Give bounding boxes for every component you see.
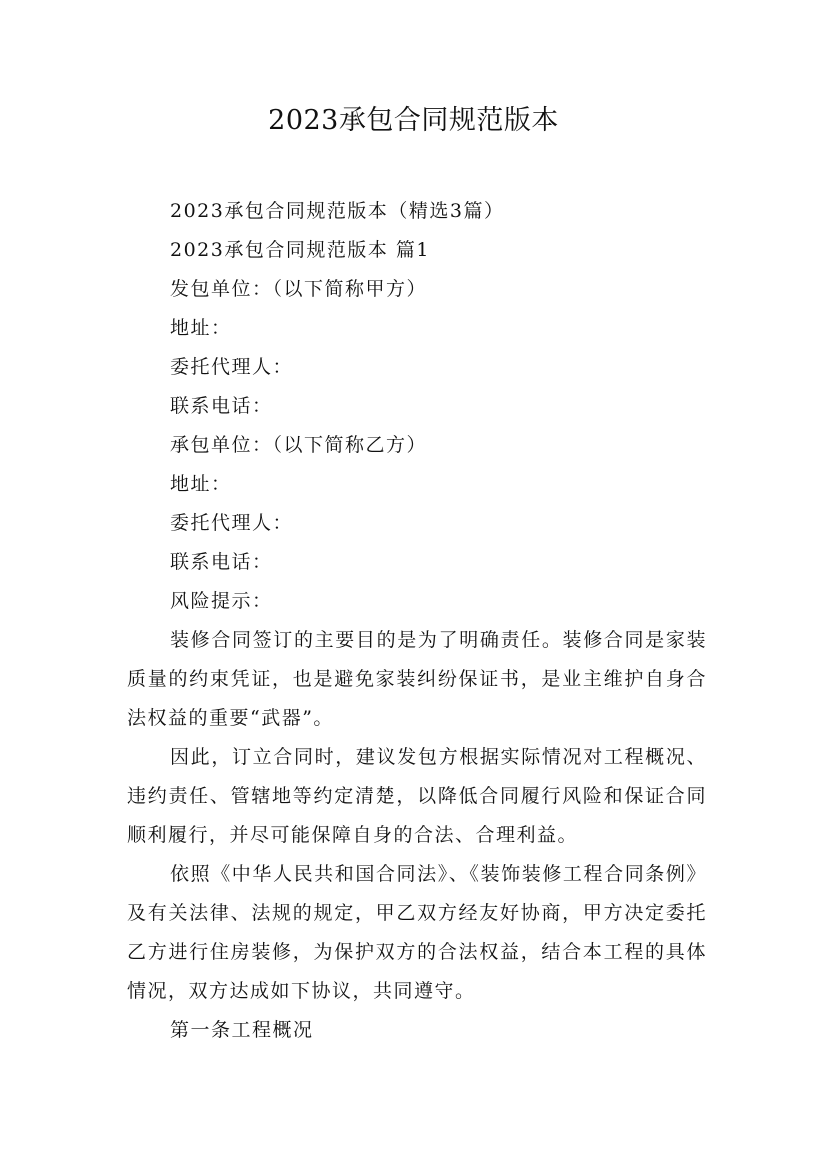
- party-a-agent-line: 委托代理人：: [170, 356, 294, 378]
- party-a-phone-line: 联系电话：: [170, 395, 273, 417]
- party-b-address-line: 地址：: [170, 473, 232, 495]
- party-a-address-line: 地址：: [170, 317, 232, 339]
- party-a-line: 发包单位：（以下简称甲方）: [170, 278, 428, 300]
- document-body: [127, 192, 707, 1050]
- article-one-heading: 第一条工程概况: [170, 1019, 314, 1041]
- paragraph-purpose: 装修合同签订的主要目的是为了明确责任。装修合同是家装质量的约束凭证，也是避免家装纠纷保证书，是业主维护自身合法权益的重要“武器”。: [127, 629, 707, 729]
- section-title-line: 2023承包合同规范版本 篇1: [170, 239, 430, 261]
- paragraph-advice: 因此，订立合同时，建议发包方根据实际情况对工程概况、违约责任、管辖地等约定清楚，以降低合同履行风险和保证合同顺利履行，并尽可能保障自身的合法、合理利益。: [127, 746, 707, 846]
- party-b-agent-line: 委托代理人：: [170, 512, 294, 534]
- party-b-line: 承包单位：（以下简称乙方）: [170, 434, 428, 456]
- paragraph-legal-basis: 依照《中华人民共和国合同法》、《装饰装修工程合同条例》及有关法律、法规的规定，甲乙双方经友好协商，甲方决定委托乙方进行住房装修，为保护双方的合法权益，结合本工程的具体情况，双方达成如下协议，共同遵守。: [127, 863, 707, 1002]
- document-title: 2023承包合同规范版本: [268, 105, 559, 136]
- risk-notice-line: 风险提示：: [170, 590, 273, 612]
- subtitle-line: 2023承包合同规范版本（精选3篇）: [170, 200, 505, 222]
- party-b-phone-line: 联系电话：: [170, 551, 273, 573]
